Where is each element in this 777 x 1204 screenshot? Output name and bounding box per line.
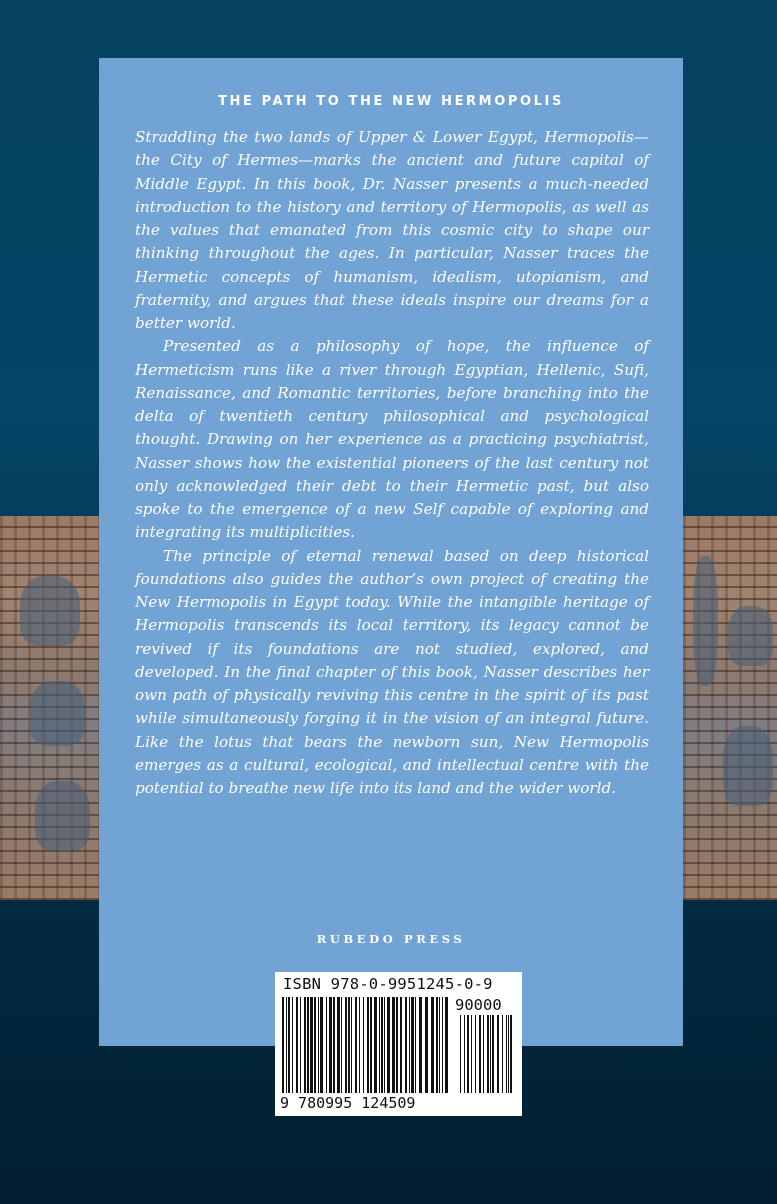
barcode-bar <box>282 997 284 1093</box>
addon-bar <box>490 1015 491 1093</box>
barcode-bar <box>333 997 335 1093</box>
addon-bar <box>483 1015 484 1093</box>
barcode-bar <box>405 997 407 1093</box>
barcode-bar <box>292 997 293 1093</box>
addon-bar <box>492 1015 494 1093</box>
barcode-bar <box>329 997 332 1093</box>
relief-figure <box>20 576 80 646</box>
barcode-bar <box>445 997 448 1093</box>
blurb-text <box>135 126 649 800</box>
blurb-paragraph: Presented as a philosophy of hope, the influence of Hermeticism runs like a river through Egyptian, Hellenic, Sufi, Renaissance, and Romantic territories, before branching into the delta of twentieth century philosophical and psychological thought. Drawing on her experience as a practicing psychiatrist, Nasser shows how the existential pioneers of the last century not only acknowledged their debt to their Hermetic past, but also spoke to the emergence of a new Self capable of exploring and integrating its multiplicities. <box>135 337 649 542</box>
barcode-bar <box>400 997 402 1093</box>
barcode-bar <box>381 997 383 1093</box>
barcode-bar <box>439 997 440 1093</box>
barcode-bar <box>314 997 316 1093</box>
blurb-paragraph: The principle of eternal renewal based on deep historical foundations also guides the author’s own project of creating the New Hermopolis in Egypt today. While the intangible heritage of Hermopolis transcends its local territory, its legacy cannot be revived if its foundations are not studied, explored, and developed. In the final chapter of this book, Nasser describes her own path of physically reviving this centre in the spirit of its past while simultaneously forging it in the vision of an integral future. Like the lotus that bears the newborn sun, New Hermopolis emerges as a cultural, ecological, and intellectual centre with the potential to breathe new life into its land and the wider world. <box>135 546 649 797</box>
addon-bar <box>502 1015 503 1093</box>
addon-bar <box>467 1015 469 1093</box>
relief-figure <box>30 681 85 746</box>
barcode-bar <box>379 997 380 1093</box>
barcode-bar <box>345 997 347 1093</box>
barcode-bar <box>367 997 369 1093</box>
barcode-bar <box>304 997 306 1093</box>
barcode-bar <box>374 997 377 1093</box>
barcode-bar <box>288 997 290 1093</box>
barcode-bar <box>341 997 342 1093</box>
addon-bar <box>506 1015 507 1093</box>
barcode-bar <box>411 997 414 1093</box>
barcode-bar <box>409 997 410 1093</box>
barcode-bar <box>318 997 319 1093</box>
addon-bar <box>464 1015 465 1093</box>
hieroglyph-relief-left <box>0 516 99 900</box>
barcode-bar <box>348 997 350 1093</box>
barcode-bar <box>286 997 287 1093</box>
barcode-bar <box>363 997 364 1093</box>
relief-figure <box>693 556 718 686</box>
barcode-bar <box>396 997 398 1093</box>
addon-bar <box>508 1015 509 1093</box>
relief-figure <box>35 781 90 851</box>
barcode-bar <box>384 997 385 1093</box>
barcode-bar <box>310 997 313 1093</box>
price-addon-number: 90000 <box>455 996 502 1014</box>
barcode-bar <box>436 997 438 1093</box>
barcode-bar <box>351 997 352 1093</box>
barcode-bar <box>296 997 298 1093</box>
barcode-bar <box>300 997 301 1093</box>
addon-bar <box>479 1015 481 1093</box>
isbn-number: ISBN 978-0-9951245-0-9 <box>283 975 493 993</box>
hieroglyph-relief-right <box>683 516 777 900</box>
addon-bar <box>460 1015 461 1093</box>
barcode-bar <box>387 997 390 1093</box>
barcode-bar <box>370 997 372 1093</box>
addon-bar <box>487 1015 489 1093</box>
relief-figure <box>728 606 773 666</box>
barcode-bar <box>442 997 443 1093</box>
barcode-bar <box>355 997 357 1093</box>
barcode-bar <box>415 997 416 1093</box>
ean-digits: 9 780995 124509 <box>280 1094 416 1112</box>
addon-bar <box>475 1015 476 1093</box>
addon-bar <box>471 1015 472 1093</box>
barcode-bar <box>326 997 327 1093</box>
barcode-bar <box>320 997 323 1093</box>
barcode-bar <box>307 997 309 1093</box>
addon-bar <box>497 1015 499 1093</box>
publisher-name: RUBEDO PRESS <box>316 932 466 946</box>
barcode-bar <box>425 997 428 1093</box>
barcode-bar <box>392 997 395 1093</box>
barcode-bar <box>337 997 340 1093</box>
blurb-heading: THE PATH TO THE NEW HERMOPOLIS <box>218 94 564 109</box>
isbn-barcode <box>275 972 522 1116</box>
barcode-bar <box>359 997 360 1093</box>
barcode-bar <box>419 997 422 1093</box>
barcode-bar <box>431 997 434 1093</box>
addon-bar <box>510 1015 512 1093</box>
relief-figure <box>723 726 773 806</box>
back-cover-panel <box>99 58 683 1046</box>
blurb-paragraph: Straddling the two lands of Upper & Lower Egypt, Hermopolis—the City of Hermes—marks the ancient and future capital of Middle Egypt. In this book, Dr. Nasser presents a much-needed introduction to the history and territory of Hermopolis, as well as the values that emanated from this cosmic city to shape our thinking throughout the ages. In particular, Nasser traces the Hermetic concepts of humanism, idealism, utopianism, and fraternity, and argues that these ideals inspire our dreams for a better world. <box>135 128 649 332</box>
